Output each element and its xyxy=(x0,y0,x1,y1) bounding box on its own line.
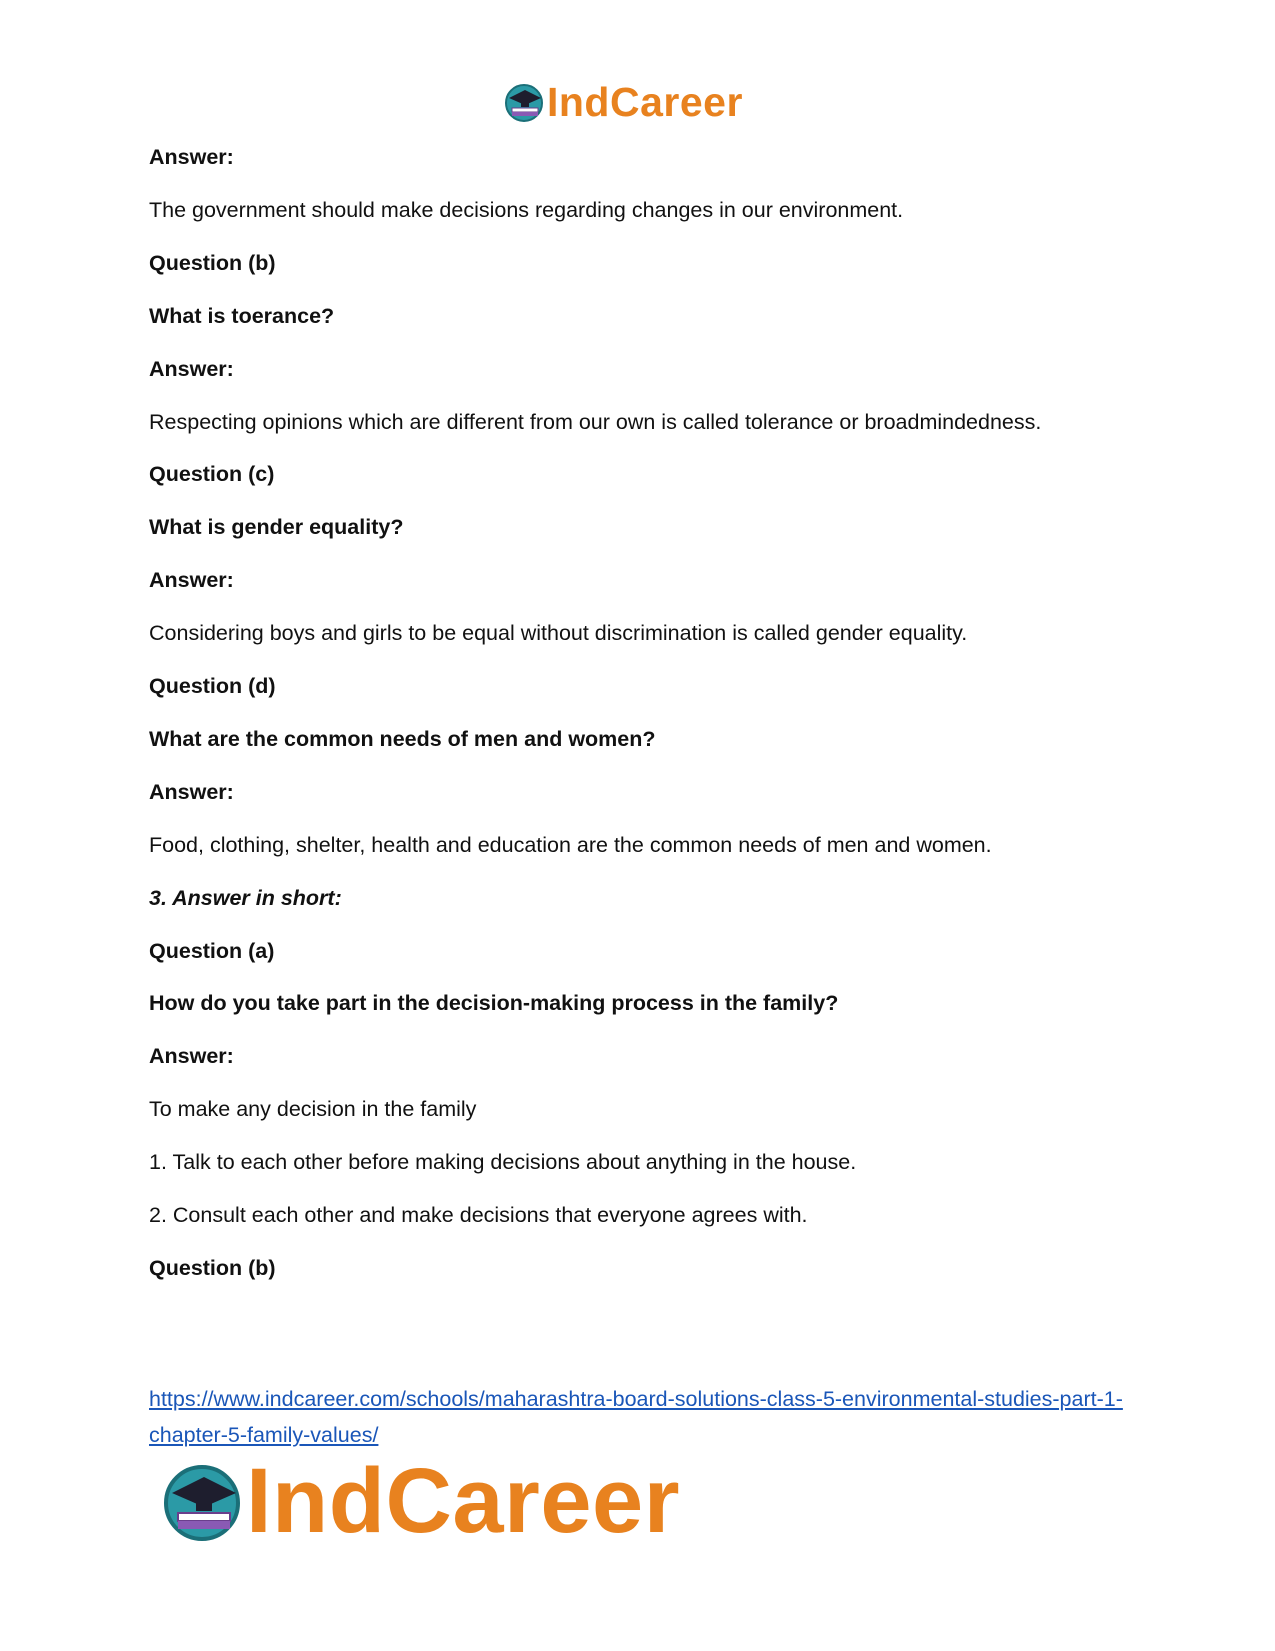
heading-line: Answer: xyxy=(149,1044,234,1068)
heading-line: Answer: xyxy=(149,780,234,804)
heading-line: Question (b) xyxy=(149,251,276,275)
footer-logo xyxy=(160,1450,680,1552)
heading-line: How do you take part in the decision-making process in the family? xyxy=(149,991,839,1015)
heading-line: 3. Answer in short: xyxy=(149,886,342,910)
heading-line: Question (a) xyxy=(149,939,275,963)
paragraph: Respecting opinions which are different from our own is called tolerance or broadmindedness. xyxy=(149,410,1042,434)
paragraph: 2. Consult each other and make decisions that everyone agrees with. xyxy=(149,1203,808,1227)
paragraph: Considering boys and girls to be equal without discrimination is called gender equality. xyxy=(149,621,968,645)
heading-line: Question (b) xyxy=(149,1256,276,1280)
heading-line: Answer: xyxy=(149,357,234,381)
heading-line: Answer: xyxy=(149,145,234,169)
heading-line: What is toerance? xyxy=(149,304,335,328)
heading-line: Answer: xyxy=(149,568,234,592)
paragraph: 1. Talk to each other before making decisions about anything in the house. xyxy=(149,1150,857,1174)
logo-text: IndCareer xyxy=(547,79,743,125)
heading-line: Question (c) xyxy=(149,462,275,486)
header-logo xyxy=(503,80,743,124)
source-link[interactable]: https://www.indcareer.com/schools/maharashtra-board-solutions-class-5-environmental-studies-part-1-chapter-5-family-values/ xyxy=(149,1387,1123,1447)
paragraph: The government should make decisions regarding changes in our environment. xyxy=(149,198,904,222)
logo-text: IndCareer xyxy=(246,1450,680,1552)
heading-line: What are the common needs of men and women? xyxy=(149,727,656,751)
heading-line: Question (d) xyxy=(149,674,276,698)
graduation-cap-book-icon xyxy=(503,81,545,123)
paragraph: To make any decision in the family xyxy=(149,1097,477,1121)
graduation-cap-book-icon xyxy=(160,1459,244,1543)
heading-line: What is gender equality? xyxy=(149,515,404,539)
paragraph: Food, clothing, shelter, health and education are the common needs of men and women. xyxy=(149,833,992,857)
